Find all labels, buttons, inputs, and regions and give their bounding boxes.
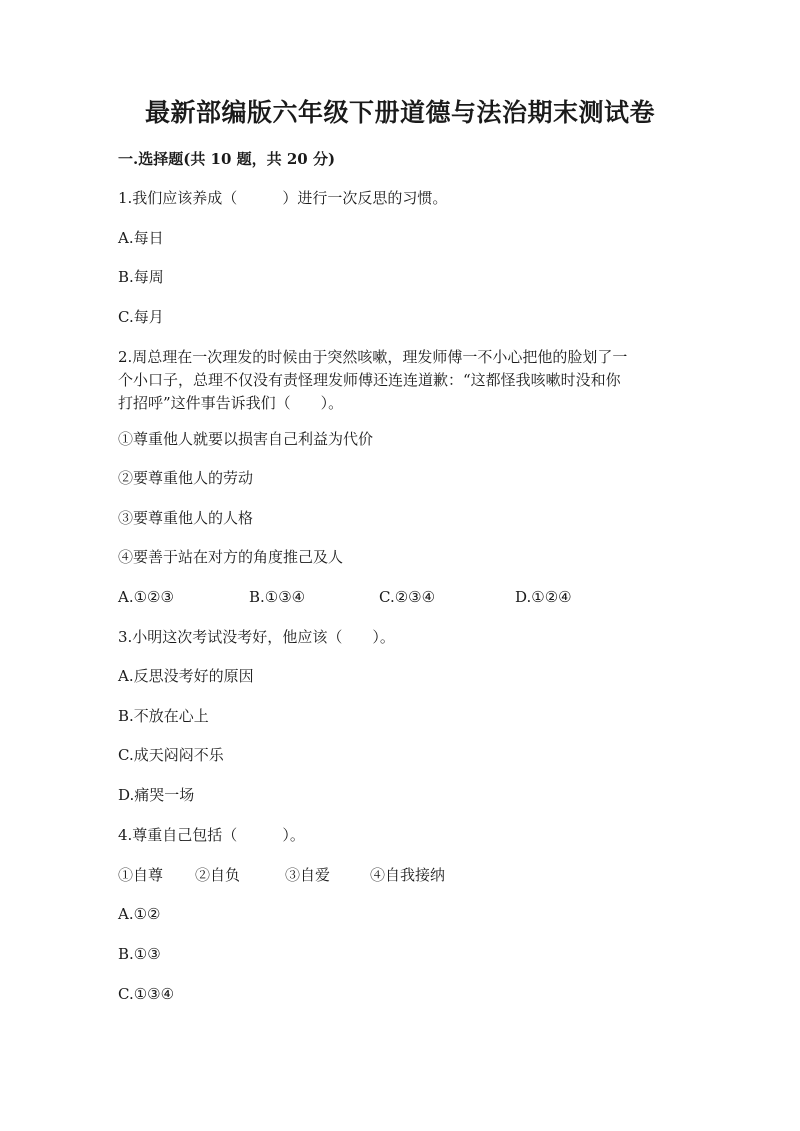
question-3-option-b: B.不放在心上 (118, 707, 209, 725)
question-2-stem (118, 346, 688, 415)
question-2-option-c: C.②③④ (379, 588, 436, 606)
page-title: 最新部编版六年级下册道德与法治期末测试卷 (144, 98, 655, 127)
question-3-stem: 3.小明这次考试没考好，他应该（ ）。 (118, 628, 395, 646)
question-2-statement-4: ④要善于站在对方的角度推己及人 (118, 548, 344, 566)
question-3-option-c: C.成天闷闷不乐 (118, 746, 224, 764)
question-1-option-a: A.每日 (118, 229, 164, 247)
question-2-stem-line: 打招呼”这件事告诉我们（ ）。 (118, 394, 344, 412)
question-4-statement-3: ③自爱 (285, 866, 331, 884)
section-heading: 一.选择题(共 10 题，共 20 分) (118, 150, 336, 168)
question-4-stem: 4.尊重自己包括（ ）。 (118, 826, 305, 844)
question-3-option-a: A.反思没考好的原因 (118, 667, 254, 685)
question-4-statement-1: ①自尊 (118, 866, 164, 884)
question-3-option-d: D.痛哭一场 (118, 786, 195, 804)
question-4-statement-2: ②自负 (195, 866, 241, 884)
question-4-statement-4: ④自我接纳 (370, 866, 446, 884)
question-2-option-d: D.①②④ (515, 588, 572, 606)
question-2-option-b: B.①③④ (249, 588, 306, 606)
question-2-stem-line: 2.周总理在一次理发的时候由于突然咳嗽，理发师傅一不小心把他的脸划了一 (118, 348, 628, 366)
question-1-option-c: C.每月 (118, 308, 164, 326)
question-2-statement-3: ③要尊重他人的人格 (118, 509, 254, 527)
question-1-option-b: B.每周 (118, 268, 164, 286)
question-2-statement-1: ①尊重他人就要以损害自己利益为代价 (118, 430, 374, 448)
question-2-stem-line: 个小口子，总理不仅没有责怪理发师傅还连连道歉：“这都怪我咳嗽时没和你 (118, 371, 621, 389)
question-2-statement-2: ②要尊重他人的劳动 (118, 469, 254, 487)
question-4-option-c: C.①③④ (118, 985, 175, 1003)
question-2-option-a: A.①②③ (118, 588, 174, 606)
question-1-stem: 1.我们应该养成（ ）进行一次反思的习惯。 (118, 189, 448, 207)
question-4-option-b: B.①③ (118, 945, 161, 963)
question-4-option-a: A.①② (118, 905, 161, 923)
